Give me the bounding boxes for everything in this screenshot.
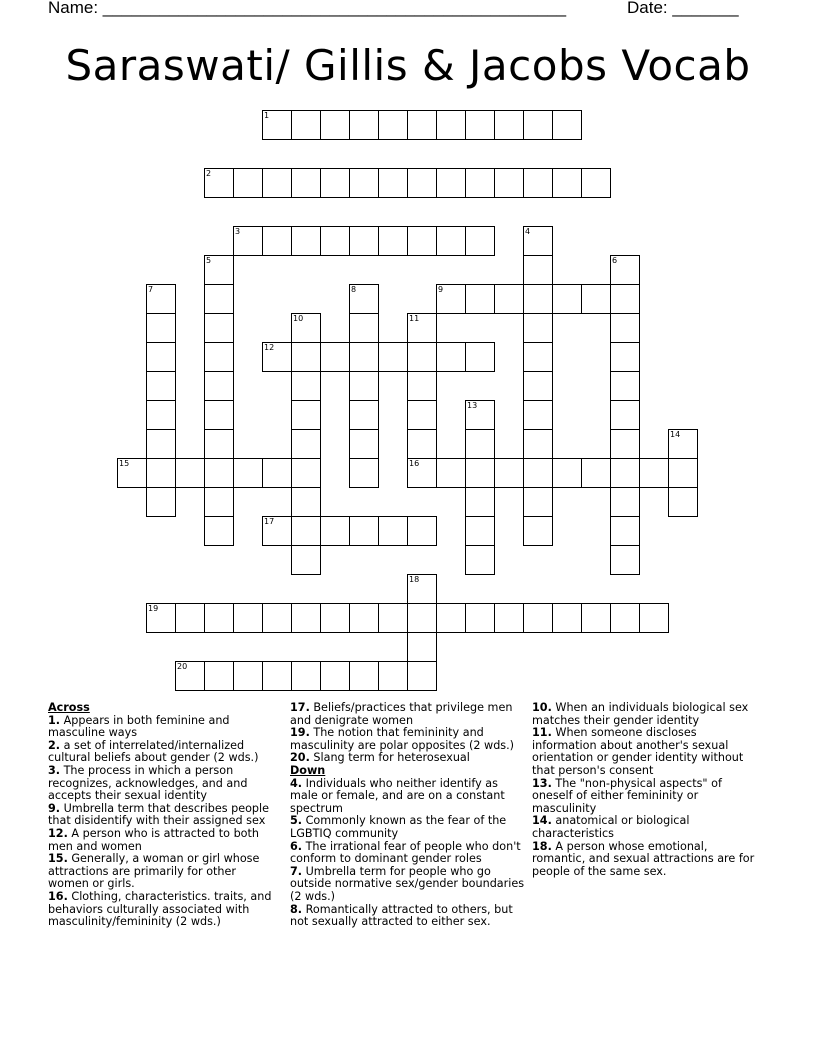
clue-number: 14 <box>670 430 681 439</box>
clue-item-text: Romantically attracted to others, but not sexually attracted to either sex. <box>290 902 513 929</box>
clue-item <box>290 702 526 727</box>
grid-cell[interactable] <box>552 168 582 198</box>
grid-cell[interactable] <box>291 487 321 517</box>
grid-cell[interactable] <box>523 313 553 343</box>
grid-cell[interactable] <box>349 458 379 488</box>
grid-cell[interactable] <box>610 487 640 517</box>
clue-item-text: The irrational fear of people who don't conform to dominant gender roles <box>290 839 521 866</box>
grid-cell[interactable] <box>146 603 176 633</box>
grid-cell[interactable] <box>349 110 379 140</box>
grid-cell[interactable] <box>465 342 495 372</box>
grid-cell[interactable] <box>262 603 292 633</box>
clue-item-text: The notion that femininity and masculinity are polar opposites (2 wds.) <box>290 726 515 752</box>
clue-item-text: When someone discloses information about another's sexual orientation or gender identity without that person's consent <box>532 726 744 777</box>
grid-cell[interactable] <box>610 255 640 285</box>
grid-cell[interactable] <box>291 661 321 691</box>
grid-cell[interactable] <box>610 371 640 401</box>
clue-number: 3 <box>235 227 241 236</box>
grid-cell[interactable] <box>349 516 379 546</box>
clue-number: 9 <box>438 285 444 294</box>
grid-cell[interactable] <box>407 371 437 401</box>
grid-cell[interactable] <box>523 458 553 488</box>
grid-cell[interactable] <box>291 400 321 430</box>
clue-item-text: The "non-physical aspects" of oneself of either femininity or masculinity <box>532 776 722 815</box>
grid-cell[interactable] <box>523 226 553 256</box>
clue-item-text: Umbrella term that describes people that disidentify with their assigned sex <box>48 801 270 828</box>
clue-item-text: Commonly known as the fear of the LGBTIQ community <box>290 814 507 840</box>
clue-column-3 <box>532 702 764 878</box>
grid-cell[interactable] <box>668 487 698 517</box>
grid-cell[interactable] <box>204 603 234 633</box>
clue-number: 2 <box>206 169 212 178</box>
clue-item-number: 5. <box>290 814 303 828</box>
grid-cell[interactable] <box>407 313 437 343</box>
grid-cell[interactable] <box>320 168 350 198</box>
clue-item <box>532 727 764 777</box>
clue-number: 16 <box>409 459 420 468</box>
grid-cell[interactable] <box>349 429 379 459</box>
grid-cell[interactable] <box>552 603 582 633</box>
grid-cell[interactable] <box>639 458 669 488</box>
clue-item-text: When an individuals biological sex matches their gender identity <box>532 701 749 727</box>
clue-item-number: 18. <box>532 839 552 853</box>
grid-cell[interactable] <box>349 342 379 372</box>
grid-cell[interactable] <box>668 458 698 488</box>
grid-cell[interactable] <box>465 400 495 430</box>
grid-cell[interactable] <box>262 342 292 372</box>
clue-item <box>290 841 526 866</box>
grid-cell[interactable] <box>146 458 176 488</box>
grid-cell[interactable] <box>523 284 553 314</box>
grid-cell[interactable] <box>465 516 495 546</box>
grid-cell[interactable] <box>465 110 495 140</box>
grid-cell[interactable] <box>262 226 292 256</box>
grid-cell[interactable] <box>349 313 379 343</box>
clue-item-text: Umbrella term for people who go outside normative sex/gender boundaries (2 wds.) <box>290 864 525 903</box>
grid-cell[interactable] <box>204 255 234 285</box>
clue-item-number: 8. <box>290 902 303 916</box>
grid-cell[interactable] <box>523 168 553 198</box>
grid-cell[interactable] <box>668 429 698 459</box>
clue-item <box>290 815 526 840</box>
grid-cell[interactable] <box>262 168 292 198</box>
clue-item-number: 13. <box>532 776 552 790</box>
clue-number: 12 <box>264 343 275 352</box>
clue-number: 19 <box>148 604 159 613</box>
clue-item <box>532 841 764 879</box>
clue-number: 15 <box>119 459 130 468</box>
clue-section-heading: Across <box>48 701 90 714</box>
clue-column-1 <box>48 702 280 929</box>
clue-number: 5 <box>206 256 212 265</box>
clue-item-text: Generally, a woman or girl whose attractions are primarily for other women or girls. <box>48 852 260 891</box>
grid-cell[interactable] <box>407 342 437 372</box>
clue-item <box>532 778 764 816</box>
clue-item <box>532 815 764 840</box>
grid-cell[interactable] <box>175 458 205 488</box>
grid-cell[interactable] <box>465 226 495 256</box>
grid-cell[interactable] <box>581 168 611 198</box>
grid-cell[interactable] <box>552 110 582 140</box>
grid-cell[interactable] <box>436 110 466 140</box>
clue-item <box>290 778 526 816</box>
grid-cell[interactable] <box>146 313 176 343</box>
grid-cell[interactable] <box>436 603 466 633</box>
grid-cell[interactable] <box>523 110 553 140</box>
grid-cell[interactable] <box>204 458 234 488</box>
grid-cell[interactable] <box>494 458 524 488</box>
grid-cell[interactable] <box>204 342 234 372</box>
grid-cell[interactable] <box>378 516 408 546</box>
grid-cell[interactable] <box>117 458 147 488</box>
clue-item-number: 16. <box>48 889 68 903</box>
grid-cell[interactable] <box>204 284 234 314</box>
clue-item-text: Clothing, characteristics. traits, and behaviors culturally associated with masculinity/femininity (2 wds.) <box>48 889 272 929</box>
grid-cell[interactable] <box>291 371 321 401</box>
grid-cell[interactable] <box>494 603 524 633</box>
grid-cell[interactable] <box>407 168 437 198</box>
grid-cell[interactable] <box>407 516 437 546</box>
grid-cell[interactable] <box>494 168 524 198</box>
grid-cell[interactable] <box>233 458 263 488</box>
clue-item <box>290 866 526 904</box>
clue-item-number: 11. <box>532 726 552 740</box>
clue-number: 20 <box>177 662 188 671</box>
grid-cell[interactable] <box>407 458 437 488</box>
grid-cell[interactable] <box>465 429 495 459</box>
grid-cell[interactable] <box>378 110 408 140</box>
grid-cell[interactable] <box>610 545 640 575</box>
grid-cell[interactable] <box>146 342 176 372</box>
grid-cell[interactable] <box>291 458 321 488</box>
grid-cell[interactable] <box>204 313 234 343</box>
grid-cell[interactable] <box>233 226 263 256</box>
grid-cell[interactable] <box>262 458 292 488</box>
grid-cell[interactable] <box>291 342 321 372</box>
clue-item <box>48 853 280 891</box>
grid-cell[interactable] <box>349 284 379 314</box>
clue-item-number: 14. <box>532 814 552 828</box>
clue-item-number: 3. <box>48 763 61 777</box>
grid-cell[interactable] <box>233 661 263 691</box>
clue-item <box>48 891 280 929</box>
clue-item-number: 7. <box>290 864 303 878</box>
grid-cell[interactable] <box>349 661 379 691</box>
grid-cell[interactable] <box>465 487 495 517</box>
grid-cell[interactable] <box>204 429 234 459</box>
grid-cell[interactable] <box>204 487 234 517</box>
grid-cell[interactable] <box>523 371 553 401</box>
clue-number: 17 <box>264 517 275 526</box>
grid-cell[interactable] <box>610 400 640 430</box>
clue-item-number: 9. <box>48 801 61 815</box>
grid-cell[interactable] <box>291 110 321 140</box>
grid-cell[interactable] <box>465 284 495 314</box>
clue-column-2 <box>290 702 526 929</box>
grid-cell[interactable] <box>610 458 640 488</box>
grid-cell[interactable] <box>320 342 350 372</box>
grid-cell[interactable] <box>465 545 495 575</box>
date-field-label: Date: _______ <box>627 0 739 17</box>
grid-cell[interactable] <box>523 400 553 430</box>
grid-cell[interactable] <box>233 603 263 633</box>
grid-cell[interactable] <box>610 284 640 314</box>
clue-number: 11 <box>409 314 420 323</box>
clue-item-text: A person who is attracted to both men and women <box>48 826 260 853</box>
grid-cell[interactable] <box>465 168 495 198</box>
clue-item <box>48 740 280 765</box>
grid-cell[interactable] <box>320 603 350 633</box>
grid-cell[interactable] <box>320 516 350 546</box>
grid-cell[interactable] <box>320 110 350 140</box>
grid-cell[interactable] <box>407 632 437 662</box>
clue-item-number: 4. <box>290 776 303 790</box>
grid-cell[interactable] <box>262 661 292 691</box>
clue-number: 8 <box>351 285 357 294</box>
grid-cell[interactable] <box>523 487 553 517</box>
grid-cell[interactable] <box>465 458 495 488</box>
clue-number: 1 <box>264 111 270 120</box>
grid-cell[interactable] <box>552 284 582 314</box>
clue-number: 18 <box>409 575 420 584</box>
clue-item-number: 20. <box>290 751 310 765</box>
grid-cell[interactable] <box>407 429 437 459</box>
clue-item-number: 1. <box>48 713 61 727</box>
clue-item <box>48 765 280 803</box>
clue-number: 13 <box>467 401 478 410</box>
grid-cell[interactable] <box>349 168 379 198</box>
clue-item-text: Individuals who neither identify as male or female, and are on a constant spectrum <box>290 776 505 815</box>
grid-cell[interactable] <box>523 429 553 459</box>
clue-item-number: 12. <box>48 826 68 840</box>
grid-cell[interactable] <box>378 226 408 256</box>
grid-cell[interactable] <box>639 603 669 633</box>
grid-cell[interactable] <box>523 603 553 633</box>
clue-item <box>48 715 280 740</box>
grid-cell[interactable] <box>407 400 437 430</box>
clue-item-text: anatomical or biological characteristics <box>532 814 690 840</box>
grid-cell[interactable] <box>610 429 640 459</box>
clue-number: 4 <box>525 227 531 236</box>
grid-cell[interactable] <box>407 574 437 604</box>
grid-cell[interactable] <box>349 371 379 401</box>
grid-cell[interactable] <box>581 284 611 314</box>
clue-item-number: 19. <box>290 726 310 740</box>
grid-cell[interactable] <box>436 226 466 256</box>
grid-cell[interactable] <box>610 603 640 633</box>
clue-item-number: 2. <box>48 738 61 752</box>
grid-cell[interactable] <box>523 255 553 285</box>
clue-item-text: The process in which a person recognizes, acknowledges, and and accepts their sexual identity <box>48 763 248 803</box>
grid-cell[interactable] <box>581 458 611 488</box>
grid-cell[interactable] <box>378 168 408 198</box>
grid-cell[interactable] <box>146 284 176 314</box>
grid-cell[interactable] <box>320 226 350 256</box>
grid-cell[interactable] <box>291 429 321 459</box>
grid-cell[interactable] <box>494 284 524 314</box>
grid-cell[interactable] <box>320 661 350 691</box>
grid-cell[interactable] <box>407 603 437 633</box>
clue-number: 6 <box>612 256 618 265</box>
clue-item-text: a set of interrelated/internalized cultural beliefs about gender (2 wds.) <box>48 738 259 765</box>
grid-cell[interactable] <box>291 313 321 343</box>
grid-cell[interactable] <box>146 371 176 401</box>
page-title: Saraswati/ Gillis & Jacobs Vocab <box>65 41 751 90</box>
grid-cell[interactable] <box>610 313 640 343</box>
grid-cell[interactable] <box>436 168 466 198</box>
clue-item <box>48 828 280 853</box>
grid-cell[interactable] <box>465 603 495 633</box>
grid-cell[interactable] <box>349 603 379 633</box>
grid-cell[interactable] <box>146 487 176 517</box>
clue-item-number: 10. <box>532 701 552 714</box>
clue-number: 10 <box>293 314 304 323</box>
grid-cell[interactable] <box>204 661 234 691</box>
grid-cell[interactable] <box>204 516 234 546</box>
clue-item-number: 6. <box>290 839 303 853</box>
grid-cell[interactable] <box>436 284 466 314</box>
grid-cell[interactable] <box>378 342 408 372</box>
grid-cell[interactable] <box>146 429 176 459</box>
grid-cell[interactable] <box>610 342 640 372</box>
grid-cell[interactable] <box>407 661 437 691</box>
grid-cell[interactable] <box>291 545 321 575</box>
clue-number: 7 <box>148 285 154 294</box>
grid-cell[interactable] <box>291 168 321 198</box>
grid-cell[interactable] <box>407 110 437 140</box>
grid-cell[interactable] <box>291 226 321 256</box>
grid-cell[interactable] <box>233 168 263 198</box>
grid-cell[interactable] <box>349 400 379 430</box>
clue-item <box>532 702 764 727</box>
grid-cell[interactable] <box>610 516 640 546</box>
grid-cell[interactable] <box>204 371 234 401</box>
grid-cell[interactable] <box>175 603 205 633</box>
grid-cell[interactable] <box>262 110 292 140</box>
grid-cell[interactable] <box>146 400 176 430</box>
grid-cell[interactable] <box>378 603 408 633</box>
grid-cell[interactable] <box>523 342 553 372</box>
grid-cell[interactable] <box>349 226 379 256</box>
clue-item-number: 17. <box>290 701 310 714</box>
clue-item <box>290 752 526 765</box>
clue-item-text: Beliefs/practices that privilege men and denigrate women <box>290 701 513 727</box>
grid-cell[interactable] <box>581 603 611 633</box>
clue-item <box>290 904 526 929</box>
grid-cell[interactable] <box>378 661 408 691</box>
clue-item-text: Slang term for heterosexual <box>309 751 470 765</box>
name-field-label: Name: _________________________________________________ <box>48 0 567 17</box>
grid-cell[interactable] <box>523 516 553 546</box>
clue-item-text: A person whose emotional, romantic, and sexual attractions are for people of the same sex. <box>532 839 755 878</box>
grid-cell[interactable] <box>291 516 321 546</box>
grid-cell[interactable] <box>436 458 466 488</box>
grid-cell[interactable] <box>204 400 234 430</box>
grid-cell[interactable] <box>407 226 437 256</box>
grid-cell[interactable] <box>204 168 234 198</box>
grid-cell[interactable] <box>175 661 205 691</box>
grid-cell[interactable] <box>436 342 466 372</box>
clue-item <box>48 803 280 828</box>
grid-cell[interactable] <box>494 110 524 140</box>
grid-cell[interactable] <box>291 603 321 633</box>
clue-item-text: Appears in both feminine and masculine ways <box>48 713 230 740</box>
clue-item <box>290 727 526 752</box>
grid-cell[interactable] <box>552 458 582 488</box>
clue-section-heading: Down <box>290 763 326 777</box>
grid-cell[interactable] <box>262 516 292 546</box>
clue-item-number: 15. <box>48 852 68 866</box>
